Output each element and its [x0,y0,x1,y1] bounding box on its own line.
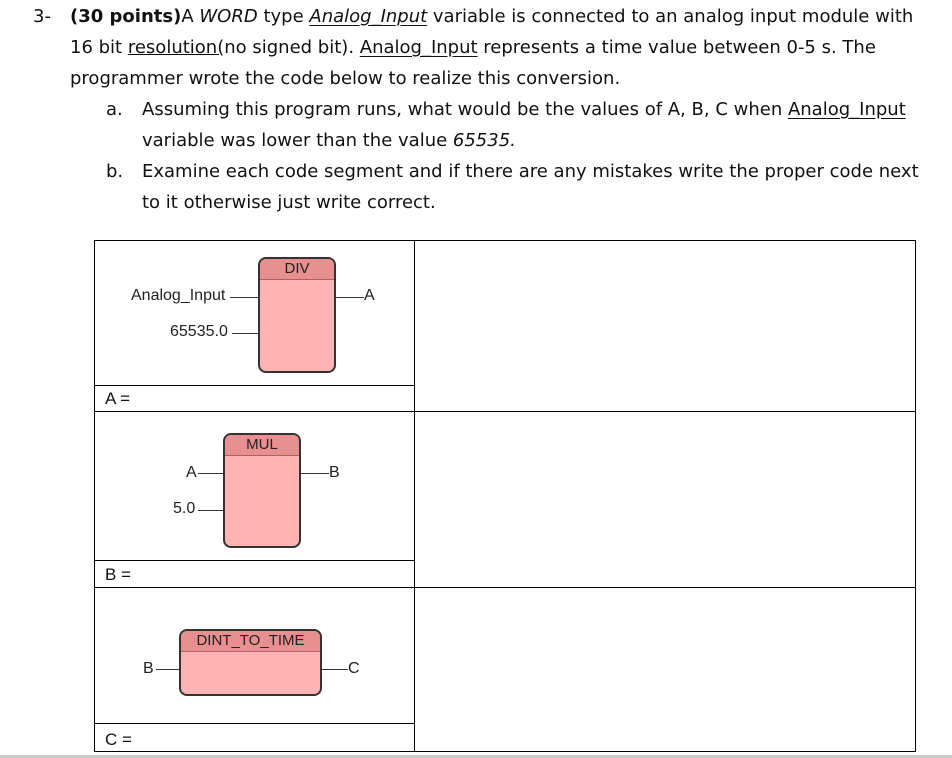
row-rule [94,723,415,724]
wire [156,669,181,670]
result-label-c: C = [105,730,132,749]
mul-input-1-label: A [186,464,197,481]
div-input-2-label: 65535.0 [170,323,228,340]
div-block-title: DIV [260,259,334,280]
part-a-letter: a. [106,99,123,120]
wire [198,473,224,474]
mul-block-title: MUL [225,435,299,456]
mul-function-block[interactable] [223,433,301,548]
question-line-1 [33,6,51,28]
row-rule [94,560,415,561]
answer-cell-div[interactable] [415,241,915,411]
mul-input-2-label: 5.0 [173,500,196,517]
ribbon-remnant [0,0,952,4]
resolution-text: resolution( [127,37,225,58]
conv-block-title: DINT_TO_TIME [181,631,320,652]
question-line-3: programmer wrote the code below to realize this conversion. [70,68,621,89]
part-b-line-2: to it otherwise just write correct. [142,192,436,213]
wire [230,297,260,298]
variable-name: Analog_Input [359,37,478,58]
row-rule [94,385,415,386]
wire [301,473,329,474]
answer-cell-mul[interactable] [415,412,915,587]
question-line-1-text: (30 points)A WORD type Analog_Input variable is connected to an analog input module with [70,6,914,27]
question-line-2: 16 bit resolution(no signed bit). Analog_Input represents a time value between 0-5 s. The [70,37,876,58]
question-number: 3- [33,6,51,27]
wire [336,297,364,298]
wire [198,510,224,511]
div-input-1-label: Analog_Input [131,287,226,304]
result-label-a: A = [105,389,131,408]
wire [322,669,348,670]
wire [232,333,260,334]
part-b-line-1: Examine each code segment and if there are any mistakes write the proper code next [142,161,919,182]
part-a-line-2: variable was lower than the value 65535. [142,130,516,151]
div-function-block[interactable] [258,257,336,373]
part-a-line-1: Assuming this program runs, what would be the values of A, B, C when Analog_Input [142,99,906,120]
variable-name: Analog_Input [309,6,428,27]
div-output-label: A [364,287,375,304]
dint-to-time-function-block[interactable] [179,629,322,696]
conv-input-label: B [143,660,154,677]
conv-output-label: C [348,660,360,677]
word-type: WORD [199,6,258,27]
answer-cell-conv[interactable] [415,588,915,751]
mul-output-label: B [329,464,340,481]
points-label: (30 points) [70,6,182,27]
part-b-letter: b. [106,161,124,182]
result-label-b: B = [105,565,131,584]
variable-name: Analog_Input [787,99,906,120]
